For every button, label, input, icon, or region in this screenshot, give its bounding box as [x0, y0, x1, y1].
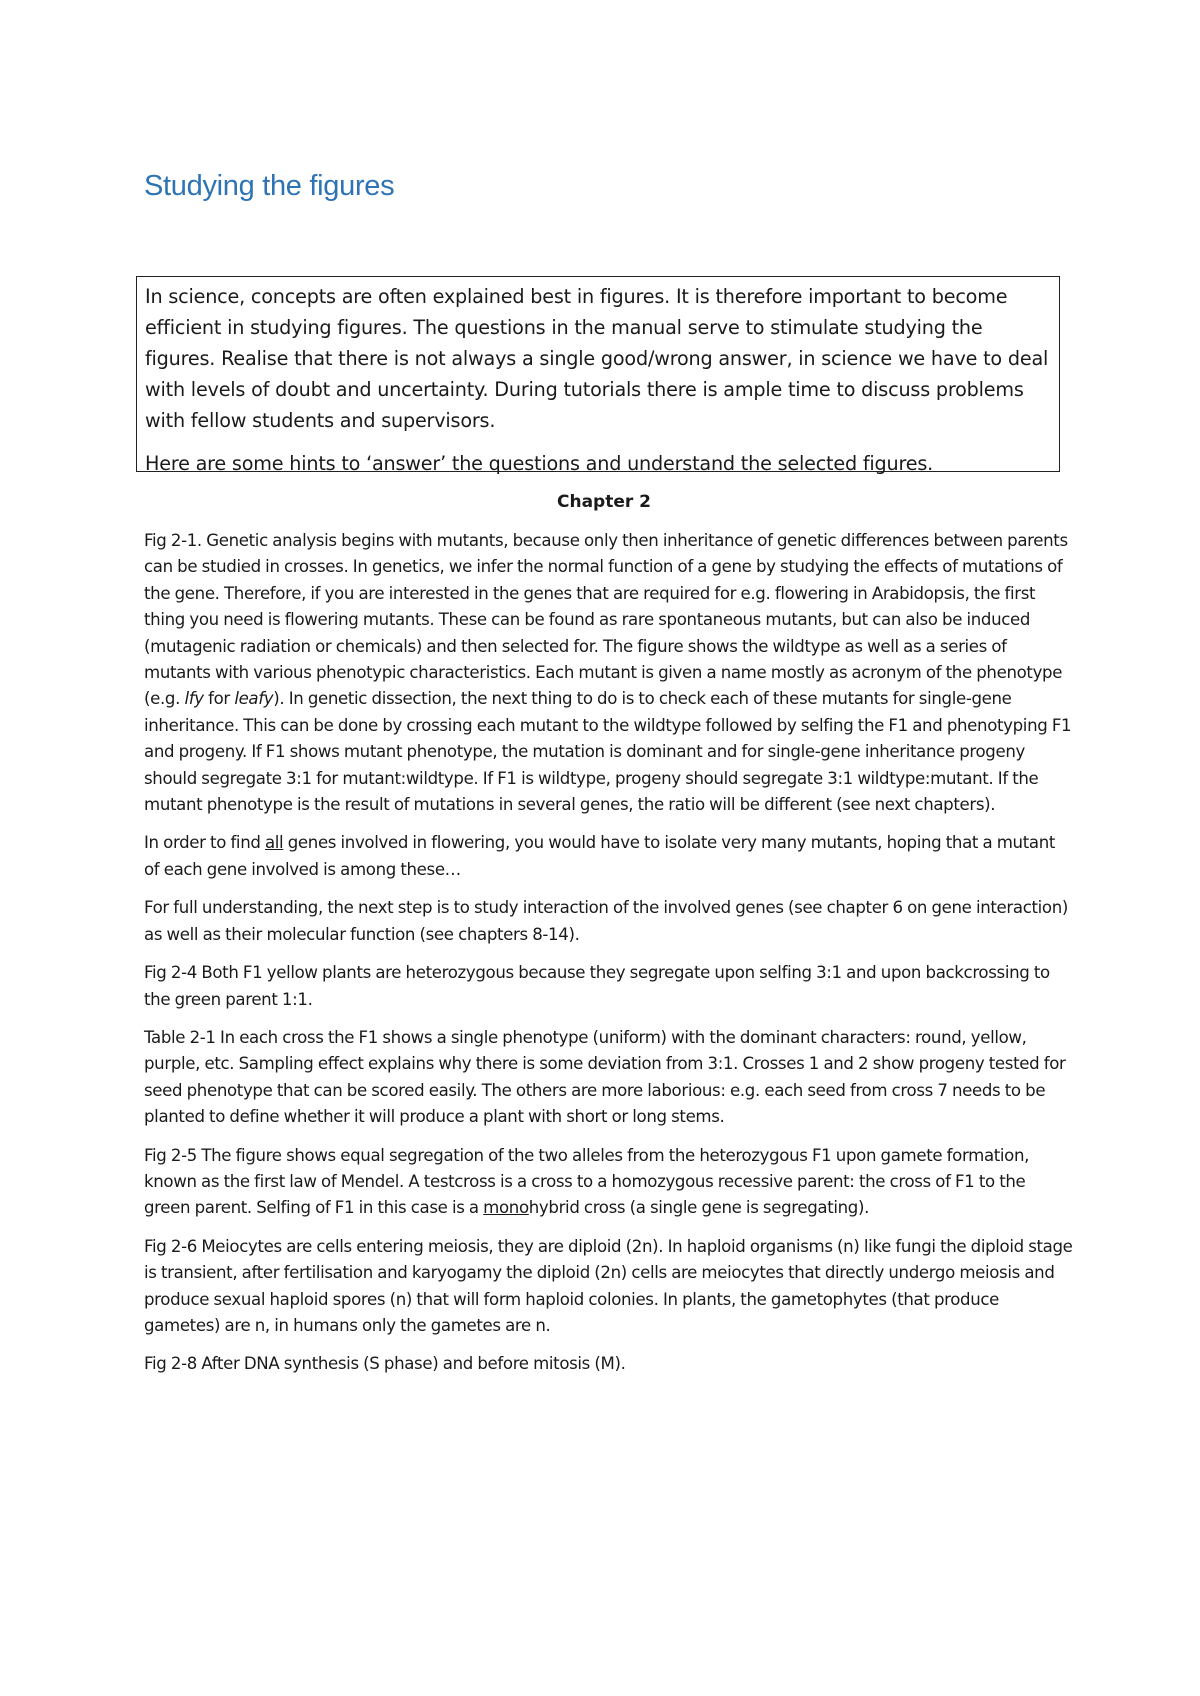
intro-hints-paragraph: Here are some hints to ‘answer’ the questions and understand the selected figures.: [145, 452, 934, 475]
fig-2-1-italic-lfy: lfy: [184, 689, 204, 709]
table-2-1-paragraph: Table 2-1 In each cross the F1 shows a single phenotype (uniform) with the dominant characters: round, yellow, purple, etc. Sampling effect explains why there is some deviation from 3:1. Crosses 1 and 2 show progeny tested for seed phenotype that can be scored easily. The others are more laborious: e.g. each seed from cross 7 needs to be planted to define whether it will produce a plant with short or long stems.: [144, 1027, 1066, 1127]
all-genes-text-b: genes involved in flowering, you would have to isolate very many mutants, hoping that a mutant of each gene involved is among these…: [144, 833, 1056, 879]
fig-2-4-paragraph: Fig 2-4 Both F1 yellow plants are heterozygous because they segregate upon selfing 3:1 and upon backcrossing to the green parent 1:1.: [144, 963, 1050, 1009]
page-title: Studying the figures: [144, 170, 395, 202]
all-genes-text-a: In order to find: [144, 833, 265, 853]
all-genes-paragraph: [144, 830, 1074, 883]
fig-2-5-text-b: hybrid cross (a single gene is segregating).: [528, 1198, 870, 1218]
fig-2-1-text-b: for: [203, 689, 235, 709]
document-page: [144, 0, 1074, 1696]
fig-2-5-text-a: Fig 2-5 The figure shows equal segregation of the two alleles from the heterozygous F1 upon gamete formation, known as the first law of Mendel. A testcross is a cross to a homozygous recessive parent: the cross of F1 to the green parent. Selfing of F1 in this case is a: [144, 1145, 1030, 1218]
chapter-title: Chapter 2: [556, 492, 651, 512]
all-genes-underlined: all: [264, 833, 284, 853]
full-understanding-paragraph: For full understanding, the next step is to study interaction of the involved genes (see chapter 6 on gene interaction) as well as their molecular function (see chapters 8-14).: [144, 898, 1068, 944]
intro-paragraph: In science, concepts are often explained best in figures. It is therefore important to become efficient in studying figures. The questions in the manual serve to stimulate studying the figures. Realise that there is not always a single good/wrong answer, in science we have to deal with levels of doubt and uncertainty. During tutorials there is ample time to discuss problems with fellow students and supervisors.: [145, 285, 1049, 432]
fig-2-1-paragraph: [144, 528, 1074, 818]
fig-2-1-text-c: ). In genetic dissection, the next thing to do is to check each of these mutants for single-gene inheritance. This can be done by crossing each mutant to the wildtype followed by selfing the F1 and phenotyping F1 and progeny. If F1 shows mutant phenotype, the mutation is dominant and for single-gene inheritance progeny should segregate 3:1 for mutant:wildtype. If F1 is wildtype, progeny should segregate 3:1 wildtype:mutant. If the mutant phenotype is the result of mutations in several genes, the ratio will be different (see next chapters).: [144, 689, 1072, 815]
fig-2-8-paragraph: Fig 2-8 After DNA synthesis (S phase) and before mitosis (M).: [144, 1354, 626, 1374]
fig-2-1-italic-leafy: leafy: [234, 689, 274, 709]
fig-2-1-text-a: Fig 2-1. Genetic analysis begins with mutants, because only then inheritance of genetic differences between parents can be studied in crosses. In genetics, we infer the normal function of a gene by studying the effects of mutations of the gene. Therefore, if you are interested in the genes that are required for e.g. flowering in Arabidopsis, the first thing you need is flowering mutants. These can be found as rare spontaneous mutants, but can also be induced (mutagenic radiation or chemicals) and then selected for. The figure shows the wildtype as well as a series of mutants with various phenotypic characteristics. Each mutant is given a name mostly as acronym of the phenotype (e.g.: [144, 531, 1068, 709]
fig-2-5-underlined-mono: mono: [483, 1198, 529, 1218]
document-body: [144, 528, 1074, 1390]
intro-box: [136, 276, 1060, 475]
fig-2-5-paragraph: [144, 1143, 1074, 1222]
fig-2-6-paragraph: Fig 2-6 Meiocytes are cells entering meiosis, they are diploid (2n). In haploid organisms (n) like fungi the diploid stage is transient, after fertilisation and karyogamy the diploid (2n) cells are meiocytes that directly undergo meiosis and produce sexual haploid spores (n) that will form haploid colonies. In plants, the gametophytes (that produce gametes) are n, in humans only the gametes are n.: [144, 1236, 1073, 1335]
